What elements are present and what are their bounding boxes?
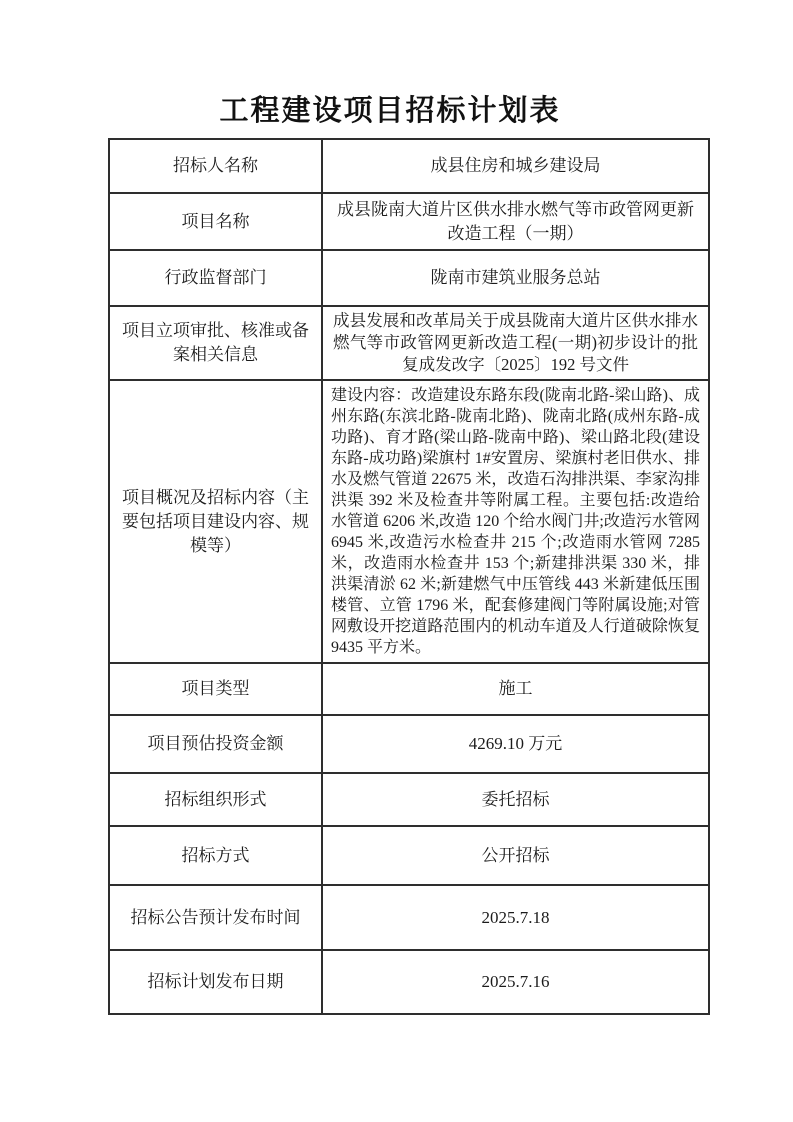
table-row-plan-publish-date <box>109 950 709 1014</box>
row-value-bidding-method: 公开招标 <box>322 826 709 885</box>
row-value-estimated-investment: 4269.10 万元 <box>322 715 709 773</box>
table-row-estimated-investment <box>109 715 709 773</box>
row-label-plan-publish-date: 招标计划发布日期 <box>109 950 322 1014</box>
bidding-plan-table <box>108 138 710 1015</box>
table-row-approval-info <box>109 306 709 380</box>
page-title: 工程建设项目招标计划表 <box>219 95 561 127</box>
row-label-project-overview: 项目概况及招标内容（主要包括项目建设内容、规模等） <box>109 380 322 663</box>
table-row-project-type <box>109 663 709 715</box>
row-value-bidding-org-form: 委托招标 <box>322 773 709 826</box>
row-label-project-type: 项目类型 <box>109 663 322 715</box>
row-value-project-type: 施工 <box>322 663 709 715</box>
row-value-plan-publish-date: 2025.7.16 <box>322 950 709 1014</box>
row-label-bidding-org-form: 招标组织形式 <box>109 773 322 826</box>
row-value-applicant: 成县住房和城乡建设局 <box>322 139 709 193</box>
table-row-supervising-dept <box>109 250 709 306</box>
row-label-project-name: 项目名称 <box>109 193 322 250</box>
row-label-approval-info: 项目立项审批、核准或备案相关信息 <box>109 306 322 380</box>
table-row-bidding-method <box>109 826 709 885</box>
row-label-notice-publish-time: 招标公告预计发布时间 <box>109 885 322 950</box>
table-row-project-overview <box>109 380 709 663</box>
row-value-project-overview: 建设内容：改造建设东路东段(陇南北路-梁山路)、成州东路(东滨北路-陇南北路)、陇南北路(成州东路-成功路)、育才路(梁山路-陇南中路)、梁山路北段(建设东路-成功路)梁旗村 1#安置房、梁旗村老旧供水、排水及燃气管道 22675 米，改造石沟排洪渠、李家沟排洪渠 392 米及检查井等附属工程。主要包括:改造给水管道 6206 米,改造 120 个给水阀门井;改造污水管网 6945 米,改造污水检查井 215 个;改造雨水管网 7285 米，改造雨水检查井 153 个;新建排洪渠 330 米，排洪渠清淤 62 米;新建燃气中压管线 443 米新建低压围楼管、立管 1796 米，配套修建阀门等附属设施;对管网敷设开挖道路范围内的机动车道及人行道破除恢复 9435 平方米。 <box>322 380 709 663</box>
row-label-applicant: 招标人名称 <box>109 139 322 193</box>
table-row-notice-publish-time <box>109 885 709 950</box>
row-value-notice-publish-time: 2025.7.18 <box>322 885 709 950</box>
row-label-supervising-dept: 行政监督部门 <box>109 250 322 306</box>
row-label-bidding-method: 招标方式 <box>109 826 322 885</box>
row-value-approval-info: 成县发展和改革局关于成县陇南大道片区供水排水燃气等市政管网更新改造工程(一期)初步设计的批复成发改字〔2025〕192 号文件 <box>322 306 709 380</box>
row-value-project-name: 成县陇南大道片区供水排水燃气等市政管网更新改造工程（一期） <box>322 193 709 250</box>
table-row-bidding-org-form <box>109 773 709 826</box>
table-row-project-name <box>109 193 709 250</box>
table-row-applicant <box>109 139 709 193</box>
row-label-estimated-investment: 项目预估投资金额 <box>109 715 322 773</box>
row-value-supervising-dept: 陇南市建筑业服务总站 <box>322 250 709 306</box>
